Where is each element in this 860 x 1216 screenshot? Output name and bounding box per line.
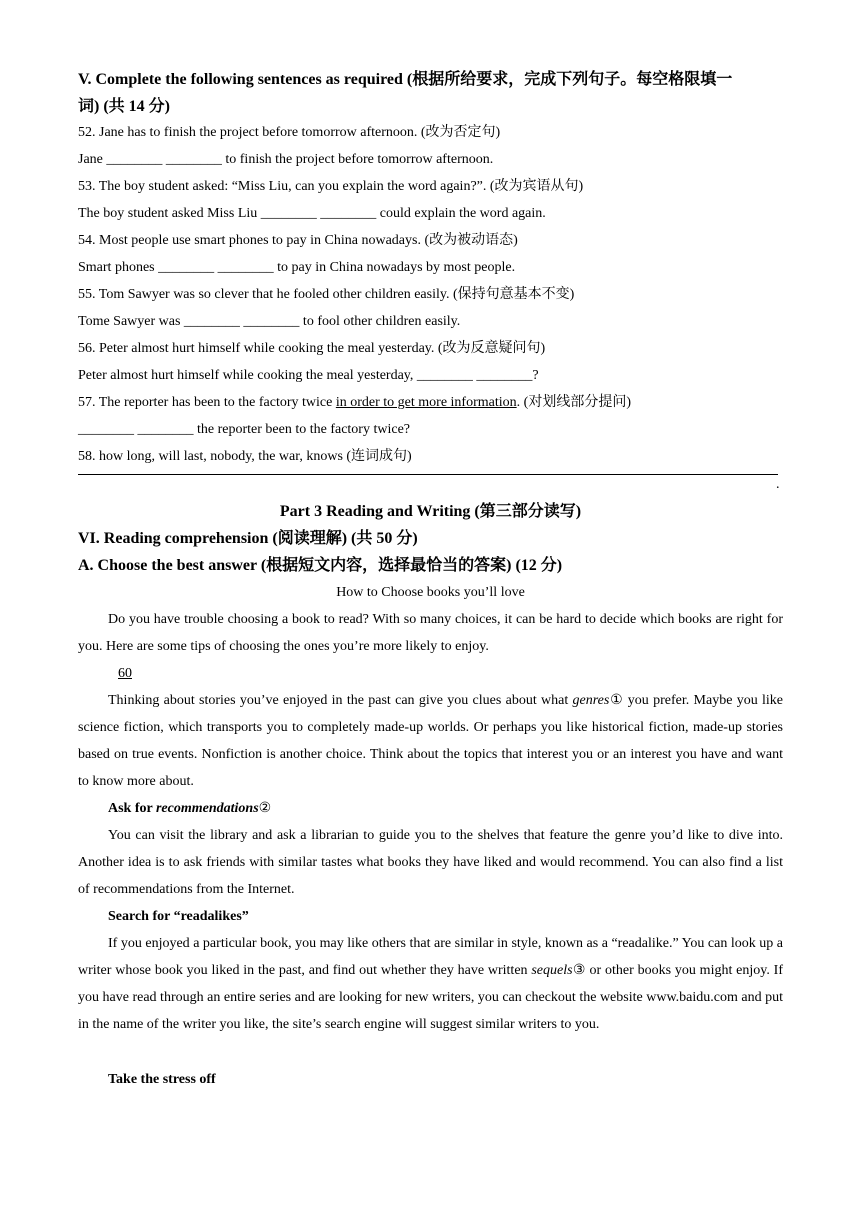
article-title: How to Choose books you’ll love (336, 585, 525, 600)
answer-57: ________ ________ the reporter been to the factory twice? (78, 422, 411, 437)
question-57-underlined: in order to get more information (335, 395, 517, 410)
subheading-search: Search for “readalikes” (108, 909, 249, 924)
term-genres: genres (572, 693, 610, 708)
question-52: 52. Jane has to finish the project before tomorrow afternoon. (改为否定句) (78, 125, 501, 140)
answer-55: Tome Sawyer was ________ ________ to fool other children easily. (78, 314, 461, 329)
paragraph-4-text-b: or other books you might enjoy. If you have read through an entire series and are looking for new writers, you can checkout the website www.baidu.com and put in the name of the writer you like, the site’s search engine will suggest similar writers to you. (78, 963, 783, 1032)
footnote-mark-2: ② (258, 801, 272, 816)
subheading-ask (108, 799, 271, 819)
subheading-stress: Take the stress off (108, 1072, 216, 1087)
answer-52: Jane ________ ________ to finish the project before tomorrow afternoon. (78, 152, 494, 167)
question-57 (78, 393, 631, 413)
question-57-text: 57. The reporter has been to the factory twice (78, 395, 336, 410)
paragraph-2-text-b: you prefer. Maybe you like science fiction, which transports you to completely made-up worlds. Or perhaps you like historical fiction, made-up stories based on true events. Nonfiction is another choice. Think about the topics that interest you or an interest you have and want to know more about. (78, 693, 784, 789)
paragraph-3: You can visit the library and ask a librarian to guide you to the shelves that feature the genre you’d like to dive into. Another idea is to ask friends with similar tastes what books they have liked and would recommend. You can also find a list of recommendations from the Internet. (78, 828, 783, 897)
question-54: 54. Most people use smart phones to pay in China nowadays. (改为被动语态) (78, 233, 518, 248)
term-sequels: sequels (531, 963, 573, 978)
paragraph-2-text-a: Thinking about stories you’ve enjoyed in the past can give you clues about what (108, 693, 573, 708)
question-58: 58. how long, will last, nobody, the war, knows (连词成句) (78, 449, 412, 464)
answer-54: Smart phones ________ ________ to pay in China nowadays by most people. (78, 260, 516, 275)
question-53: 53. The boy student asked: “Miss Liu, can you explain the word again?”. (改为宾语从句) (78, 179, 584, 194)
question-57-instruction: . (对划线部分提问) (516, 395, 631, 410)
blank-60 (108, 664, 142, 684)
answer-53: The boy student asked Miss Liu ________ ________ could explain the word again. (78, 206, 546, 221)
section-v-title-line1: V. Complete the following sentences as required (根据所给要求，完成下列句子。每空格限填一 (78, 71, 733, 88)
subheading-ask-text: Ask for (108, 801, 156, 816)
blank-60-label: 60 (118, 666, 132, 681)
section-a-title: A. Choose the best answer (根据短文内容，选择最恰当的答案) (12 分) (78, 557, 563, 574)
footnote-mark-3: ③ (572, 963, 586, 978)
part3-title: Part 3 Reading and Writing (第三部分读写) (279, 503, 582, 520)
question-56: 56. Peter almost hurt himself while cooking the meal yesterday. (改为反意疑问句) (78, 341, 546, 356)
paragraph-2 (78, 687, 783, 795)
paragraph-4 (78, 930, 783, 1038)
paragraph-1: Do you have trouble choosing a book to read? With so many choices, it can be hard to decide which books are right for you. Here are some tips of choosing the ones you’re more likely to enjoy. (78, 612, 783, 654)
answer-58-period: . (776, 477, 780, 492)
answer-58-line (78, 474, 778, 475)
section-vi-title: VI. Reading comprehension (阅读理解) (共 50 分) (78, 530, 418, 547)
footnote-mark-1: ① (609, 693, 624, 708)
section-v-title-line2: 词) (共 14 分) (78, 98, 170, 115)
term-recommendations: recommendations (155, 801, 259, 816)
question-55: 55. Tom Sawyer was so clever that he fooled other children easily. (保持句意基本不变) (78, 287, 575, 302)
answer-56: Peter almost hurt himself while cooking the meal yesterday, ________ ________? (78, 368, 539, 383)
paragraph-4-text-a: If you enjoyed a particular book, you may like others that are similar in style, known as a “readalike.” You can look up a writer whose book you liked in the past, and find out whether they have written (78, 936, 783, 978)
